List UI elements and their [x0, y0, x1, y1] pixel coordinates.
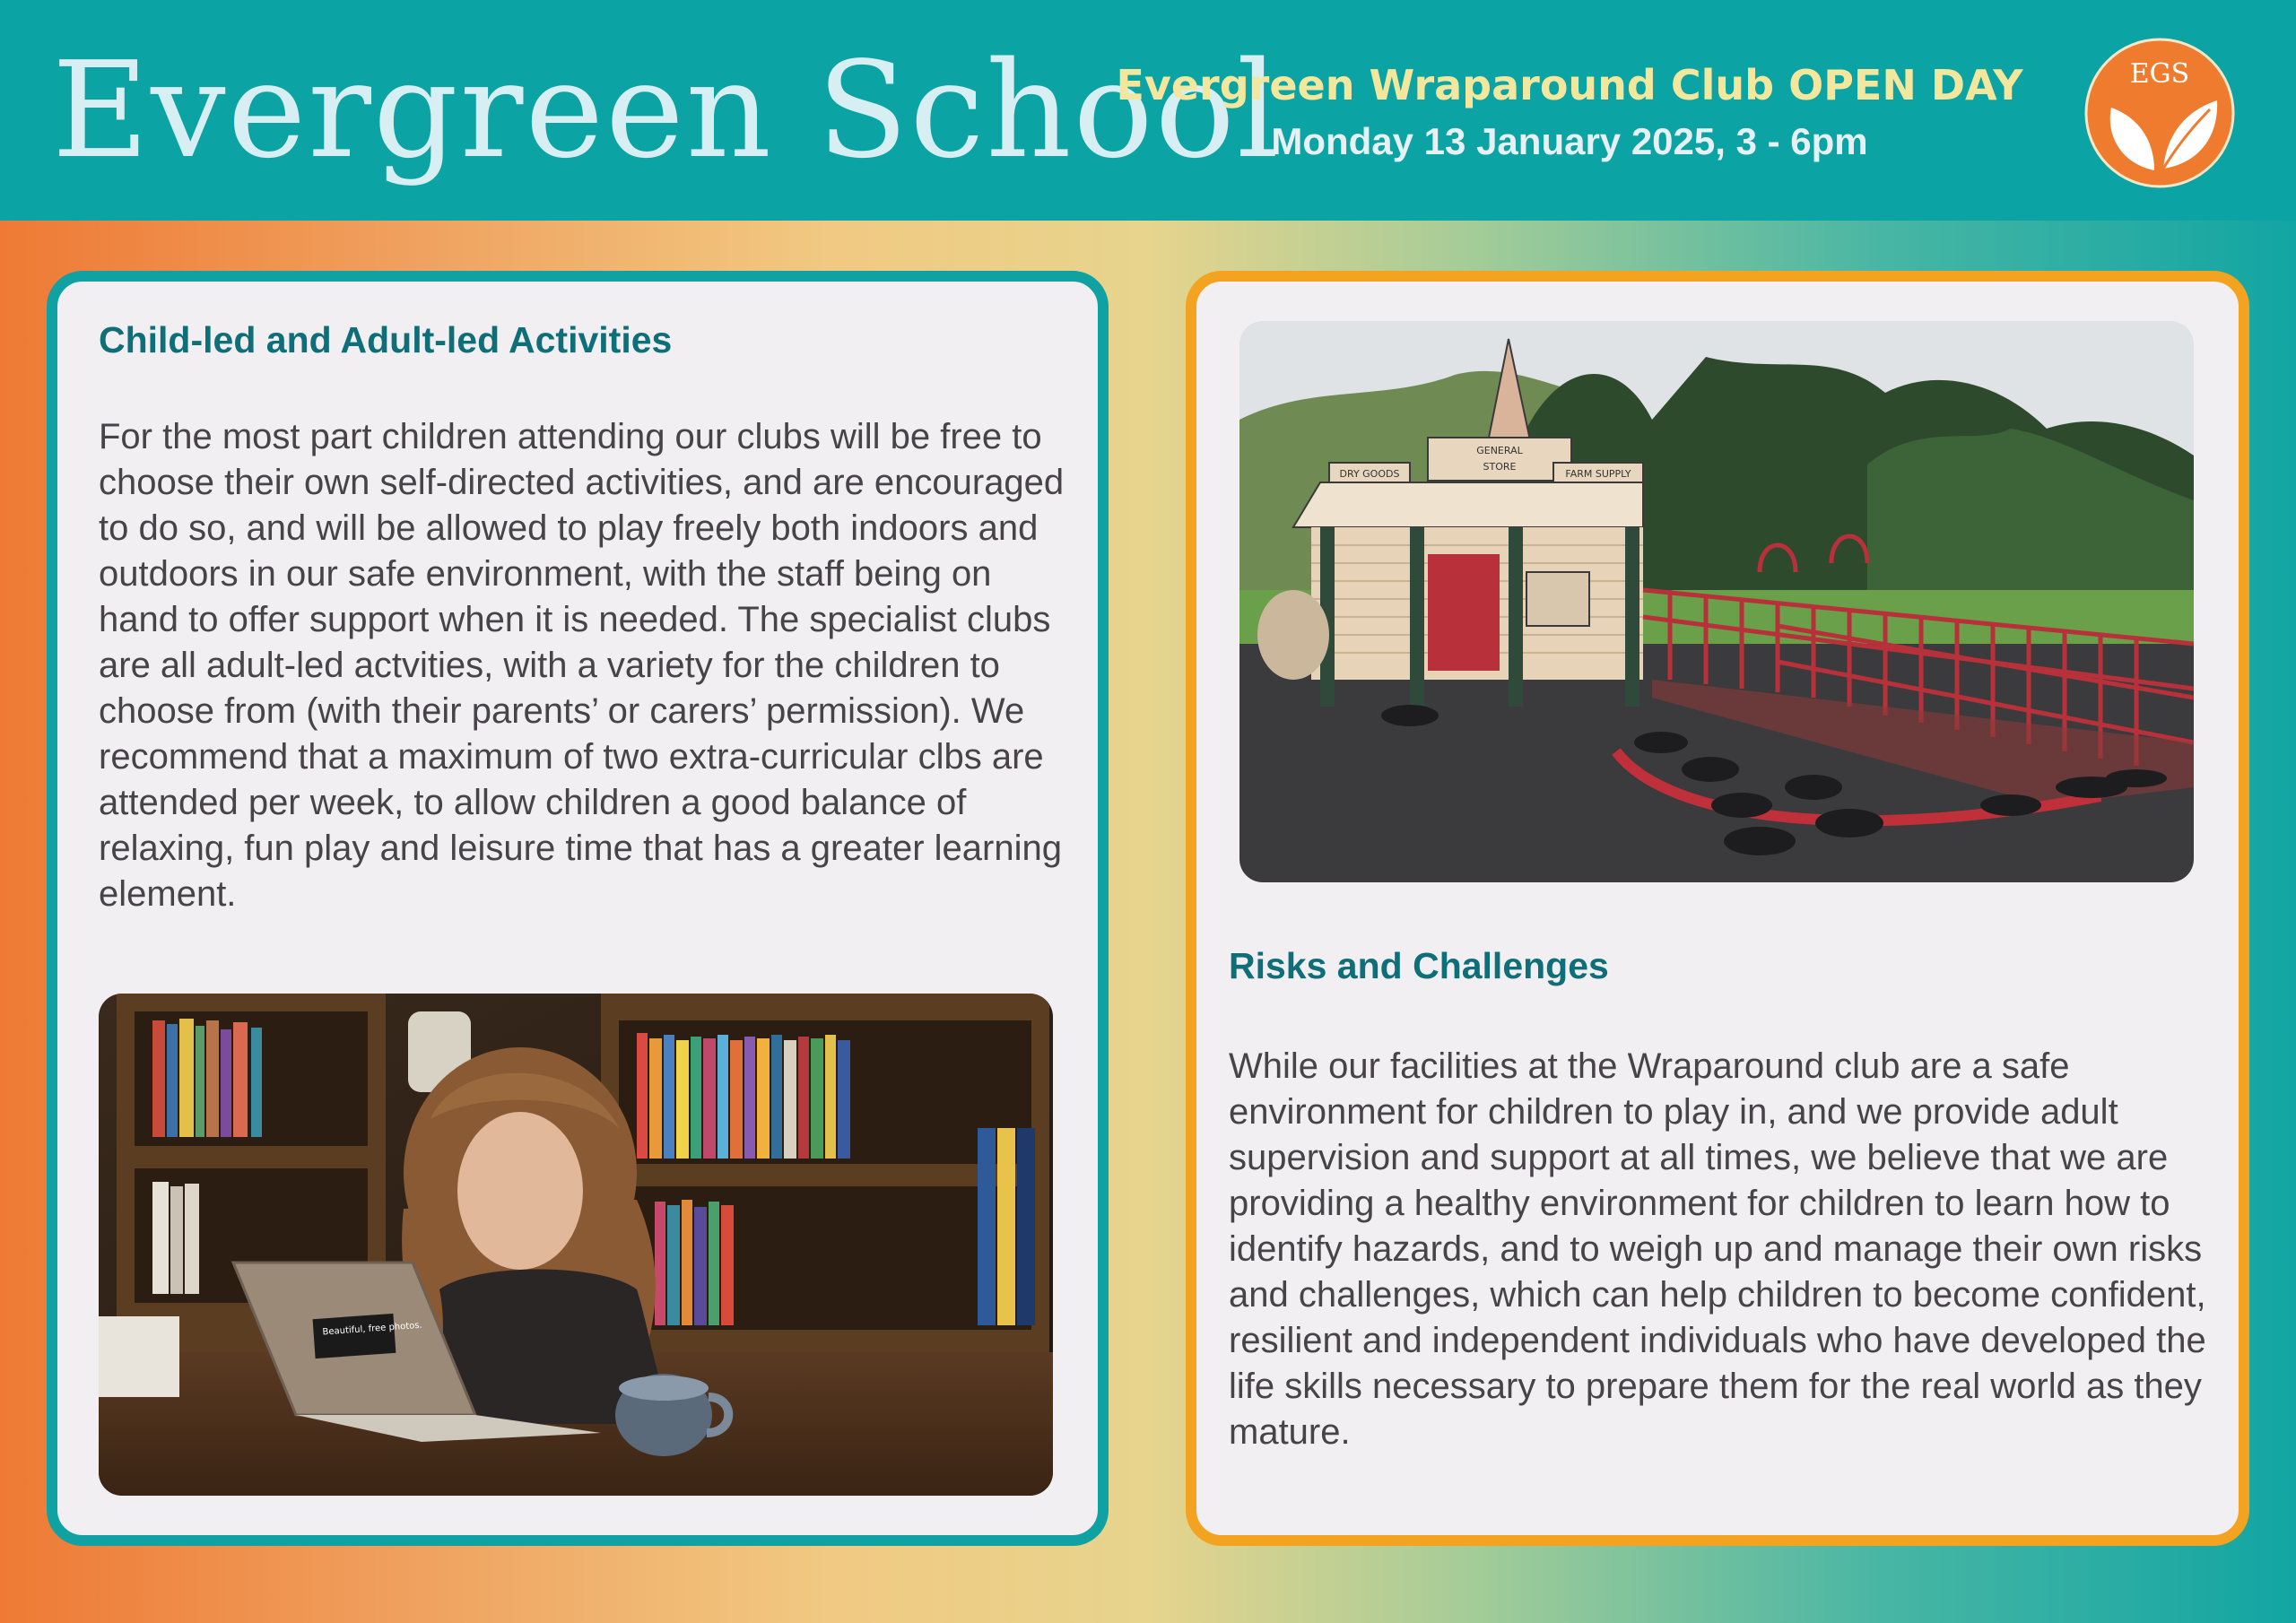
laptop-sticker: Beautiful, free photos. [322, 1320, 423, 1338]
activities-panel [47, 271, 1109, 1546]
activities-heading: Child-led and Adult-led Activities [99, 319, 673, 360]
sign-store: STORE [1483, 461, 1517, 473]
risks-panel [1186, 271, 2249, 1546]
school-name: Evergreen School [52, 33, 1282, 187]
logo-text: EGS [2129, 58, 2190, 90]
risks-body: While our facilities at the Wraparound club are a safe environment for children to play in, and we provide adult supervision and support at all times, we believe that we are providing a healthy environment for children to learn how to identify hazards, and to weigh up and manage their own risks and challenges, which can help children to become confident, resilient and independent individuals who have developed the life skills necessary to prepare them for the real world as they mature. [1229, 1046, 2206, 1452]
school-logo [2084, 38, 2235, 188]
activities-body: For the most part children attending our clubs will be free to choose their own self-directed activities, and are encouraged to do so, and will be allowed to play freely both indoors and outdoors in our safe environment, with the staff being on hand to offer support when it is needed. The specialist clubs are all adult-led actvities, with a variety for the children to choose from (with their parents’ or carers’ permission). We recommend that a maximum of two extra-curricular clbs are attended per week, to allow children a good balance of relaxing, fun play and leisure time that has a greater learning element. [99, 417, 1065, 914]
event-info [1112, 56, 2027, 169]
event-title: Evergreen Wraparound Club OPEN DAY [1116, 61, 2023, 109]
risks-heading: Risks and Challenges [1229, 945, 1609, 986]
page-header [0, 0, 2296, 221]
sign-general: GENERAL [1476, 445, 1523, 456]
bookshelf-right [601, 994, 1049, 1415]
event-date: Monday 13 January 2025, 3 - 6pm [1271, 120, 1868, 162]
sign-dry-goods: DRY GOODS [1339, 468, 1400, 480]
child-laptop-photo [99, 994, 1053, 1496]
sign-farm-supply: FARM SUPPLY [1565, 468, 1631, 480]
playground-photo [1239, 321, 2194, 882]
